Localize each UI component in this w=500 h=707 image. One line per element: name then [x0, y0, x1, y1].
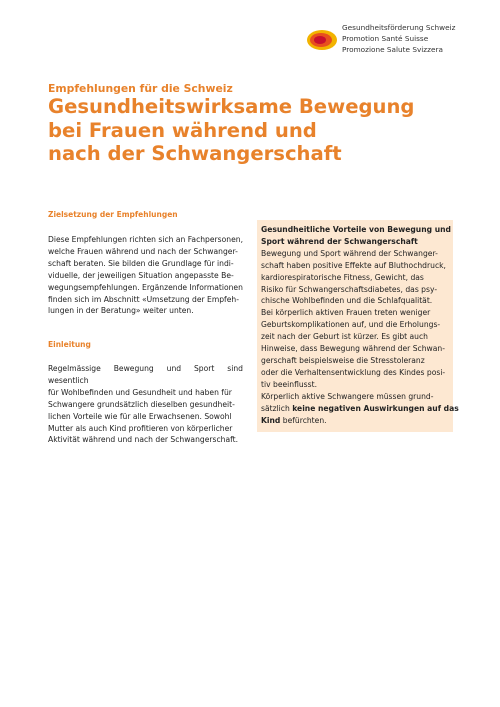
text-line: tiv beeinflusst.: [261, 379, 317, 389]
text-line: [261, 403, 459, 415]
text-fragment: sätzlich: [261, 403, 293, 413]
text-line: Körperlich aktive Schwangere müssen grund-: [261, 391, 434, 401]
organization-logo: [306, 22, 476, 62]
text-line: Risiko für Schwangerschaftsdiabetes, das psy-: [261, 284, 438, 294]
text-line: chische Wohlbefinden und die Schlafqualität.: [261, 296, 433, 306]
box-heading-line: Gesundheitliche Vorteile von Bewegung und: [261, 225, 451, 234]
text-line: schaft haben positive Effekte auf Bluthochdruck,: [261, 260, 446, 270]
text-line: schaft beraten. Sie bilden die Grundlage für indi-: [48, 258, 234, 268]
text-line: finden sich im Abschnitt «Umsetzung der Empfeh-: [48, 294, 239, 304]
text-line: wegungsempfehlungen. Ergänzende Informationen: [48, 282, 243, 292]
benefits-box-content: [261, 224, 459, 426]
text-line: Schwangere grundsätzlich dieselben gesundheit-: [48, 399, 235, 409]
text-line: viduelle, der jeweiligen Situation angepasste Be-: [48, 270, 234, 280]
section-heading: Einleitung: [48, 340, 91, 349]
text-line: lungen in der Beratung» weiter unten.: [48, 306, 194, 316]
text-line: [261, 415, 449, 427]
section-heading: Zielsetzung der Empfehlungen: [48, 210, 178, 219]
text-line: lichen Vorteile wie für alle Erwachsenen. Sowohl: [48, 411, 232, 421]
title-line: bei Frauen während und: [48, 118, 317, 142]
logo-text: [342, 22, 455, 55]
section-paragraph: [48, 363, 243, 446]
title-line: nach der Schwangerschaft: [48, 142, 342, 165]
logo-swirl-icon: [306, 26, 338, 54]
text-line: Mutter als auch Kind profitieren von körperlicher: [48, 423, 233, 433]
emphasis-text: keine negativen Auswirkungen auf das: [292, 403, 459, 413]
logo-line: Gesundheitsförderung Schweiz: [342, 23, 456, 32]
text-line: Hinweise, dass Bewegung während der Schwan-: [261, 344, 445, 354]
text-line: Regelmässige Bewegung und Sport sind wesentlich: [48, 364, 243, 385]
text-line: zeit nach der Geburt ist kürzer. Es gibt auch: [261, 332, 428, 342]
text-line: oder die Verhaltensentwicklung des Kindes posi-: [261, 367, 446, 377]
text-line: Bewegung und Sport während der Schwanger-: [261, 248, 438, 258]
section-introduction: [48, 340, 243, 446]
text-line: Diese Empfehlungen richten sich an Fachpersonen,: [48, 235, 243, 244]
text-line: kardiorespiratorische Fitness, Gewicht, das: [261, 272, 424, 282]
text-line: gerschaft beispielsweise die Stresstoleranz: [261, 355, 425, 365]
benefits-box: [257, 220, 459, 432]
text-line: Aktivität während und nach der Schwangerschaft.: [48, 435, 239, 445]
box-heading-line: Sport während der Schwangerschaft: [261, 236, 418, 246]
text-line: Bei körperlich aktiven Frauen treten weniger: [261, 308, 431, 318]
text-line: für Wohlbefinden und Gesundheit und haben für: [48, 387, 232, 397]
section-objectives: [48, 210, 243, 317]
eyebrow-heading: Empfehlungen für die Schweiz: [48, 82, 233, 95]
logo-line: Promozione Salute Svizzera: [342, 45, 443, 54]
text-fragment: befürchten.: [280, 415, 327, 425]
emphasis-text: Kind: [261, 415, 281, 425]
text-line: Geburtskomplikationen auf, und die Erholungs-: [261, 320, 441, 330]
section-paragraph: [48, 234, 243, 317]
page-title: [48, 95, 468, 166]
logo-line: Promotion Santé Suisse: [342, 34, 429, 43]
title-line: Gesundheitswirksame Bewegung: [48, 95, 415, 118]
text-line: welche Frauen während und nach der Schwanger-: [48, 246, 238, 256]
